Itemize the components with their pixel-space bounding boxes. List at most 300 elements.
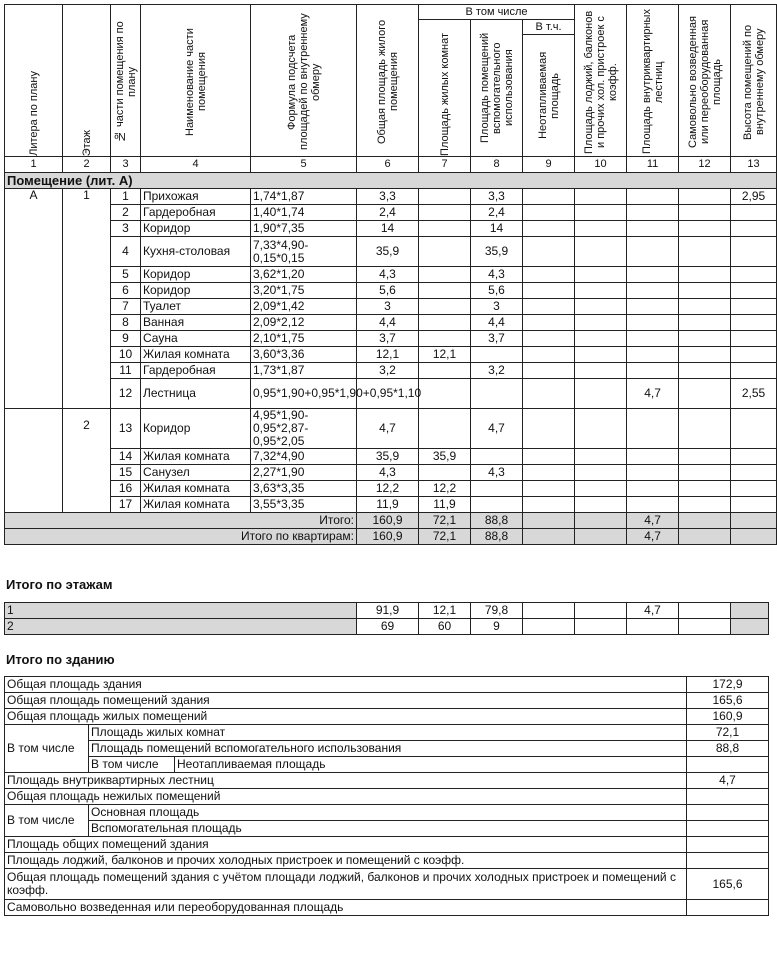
stairs-area bbox=[627, 267, 679, 283]
part-number: 14 bbox=[111, 449, 141, 465]
loggia-area bbox=[575, 347, 627, 363]
unheated-area bbox=[523, 189, 575, 205]
formula: 3,60*3,36 bbox=[251, 347, 357, 363]
table-row bbox=[5, 283, 777, 299]
section-title: Помещение (лит. А) bbox=[5, 173, 777, 189]
column-numbers-row bbox=[5, 157, 777, 173]
living-area: 35,9 bbox=[419, 449, 471, 465]
header-formula: Формула подсчета площадей по внутреннему обмеру bbox=[251, 5, 357, 157]
total-area: 14 bbox=[357, 221, 419, 237]
bld-living-value: 160,9 bbox=[687, 709, 769, 725]
stairs-area bbox=[627, 331, 679, 347]
aux-area bbox=[471, 379, 523, 409]
bld-total-value: 172,9 bbox=[687, 677, 769, 693]
unheated-area bbox=[523, 331, 575, 347]
room-height bbox=[731, 283, 777, 299]
loggia-area bbox=[575, 315, 627, 331]
column-number: 9 bbox=[523, 157, 575, 173]
bld-incl3-label: В том числе bbox=[5, 805, 89, 837]
living-area bbox=[419, 205, 471, 221]
part-name: Коридор bbox=[141, 409, 251, 449]
column-number: 10 bbox=[575, 157, 627, 173]
part-number: 6 bbox=[111, 283, 141, 299]
total-area: 35,9 bbox=[357, 449, 419, 465]
aux-area: 3,7 bbox=[471, 331, 523, 347]
room-height bbox=[731, 465, 777, 481]
stairs-area bbox=[627, 299, 679, 315]
aux-area: 3,2 bbox=[471, 363, 523, 379]
table-row bbox=[5, 267, 777, 283]
itogo-kv-live: 72,1 bbox=[419, 529, 471, 545]
part-name: Гардеробная bbox=[141, 363, 251, 379]
part-name: Жилая комната bbox=[141, 449, 251, 465]
header-living-rooms: Площадь жилых комнат bbox=[419, 20, 471, 157]
bld-stairs-label: Площадь внутриквартирных лестниц bbox=[5, 773, 687, 789]
floor-loggia bbox=[575, 619, 627, 635]
unauthorized-area bbox=[679, 347, 731, 363]
unheated-area bbox=[523, 465, 575, 481]
header-row bbox=[5, 5, 777, 20]
table-row bbox=[5, 205, 777, 221]
stairs-area bbox=[627, 221, 679, 237]
header-unheated: Неотапливаемая площадь bbox=[523, 35, 575, 157]
aux-area: 4,3 bbox=[471, 267, 523, 283]
floor-cell: 2 bbox=[63, 409, 111, 513]
floor-cell: 1 bbox=[63, 189, 111, 409]
loggia-area bbox=[575, 237, 627, 267]
rooms-table bbox=[4, 4, 777, 545]
total-area: 4,4 bbox=[357, 315, 419, 331]
floor-unauthorized bbox=[679, 619, 731, 635]
bld-rooms-value: 165,6 bbox=[687, 693, 769, 709]
living-area bbox=[419, 465, 471, 481]
table-row bbox=[5, 331, 777, 347]
room-height: 2,55 bbox=[731, 379, 777, 409]
part-name: Жилая комната bbox=[141, 481, 251, 497]
living-area bbox=[419, 379, 471, 409]
itogo-kv-label: Итого по квартирам: bbox=[5, 529, 357, 545]
formula: 2,27*1,90 bbox=[251, 465, 357, 481]
part-number: 10 bbox=[111, 347, 141, 363]
itogo-stairs: 4,7 bbox=[627, 513, 679, 529]
floor-number: 1 bbox=[5, 603, 357, 619]
header-aux-rooms: Площадь помещений вспомогательного использования bbox=[471, 20, 523, 157]
formula: 2,09*1,42 bbox=[251, 299, 357, 315]
section-row bbox=[5, 173, 777, 189]
part-name: Жилая комната bbox=[141, 497, 251, 513]
part-number: 13 bbox=[111, 409, 141, 449]
stairs-area bbox=[627, 481, 679, 497]
part-number: 5 bbox=[111, 267, 141, 283]
bld-nonliving-value bbox=[687, 789, 769, 805]
room-height: 2,95 bbox=[731, 189, 777, 205]
table-row bbox=[5, 315, 777, 331]
column-number: 12 bbox=[679, 157, 731, 173]
stairs-area bbox=[627, 465, 679, 481]
table-row bbox=[5, 449, 777, 465]
formula: 3,63*3,35 bbox=[251, 481, 357, 497]
stairs-area bbox=[627, 283, 679, 299]
floor-aux: 9 bbox=[471, 619, 523, 635]
room-height bbox=[731, 299, 777, 315]
unheated-area bbox=[523, 363, 575, 379]
table-row bbox=[5, 465, 777, 481]
aux-area: 4,7 bbox=[471, 409, 523, 449]
living-area bbox=[419, 409, 471, 449]
itogo-kv-stairs: 4,7 bbox=[627, 529, 679, 545]
unheated-area bbox=[523, 409, 575, 449]
unauthorized-area bbox=[679, 315, 731, 331]
loggia-area bbox=[575, 299, 627, 315]
unauthorized-area bbox=[679, 221, 731, 237]
bld-main-label: Основная площадь bbox=[89, 805, 687, 821]
total-area: 12,2 bbox=[357, 481, 419, 497]
part-name: Туалет bbox=[141, 299, 251, 315]
living-area bbox=[419, 267, 471, 283]
aux-area: 3 bbox=[471, 299, 523, 315]
bld-main-value bbox=[687, 805, 769, 821]
living-area bbox=[419, 237, 471, 267]
loggia-area bbox=[575, 363, 627, 379]
bld-incl2-label: В том числе bbox=[89, 757, 175, 773]
living-area: 11,9 bbox=[419, 497, 471, 513]
table-row bbox=[5, 299, 777, 315]
room-height bbox=[731, 481, 777, 497]
bld-unauth-value bbox=[687, 900, 769, 916]
unauthorized-area bbox=[679, 299, 731, 315]
header-unauthorized: Самовольно возведенная или переоборудованная площадь bbox=[679, 5, 731, 157]
unheated-area bbox=[523, 283, 575, 299]
bld-liv-rooms-label: Площадь жилых комнат bbox=[89, 725, 687, 741]
formula: 1,74*1,87 bbox=[251, 189, 357, 205]
part-number: 9 bbox=[111, 331, 141, 347]
bld-auxarea-label: Вспомогательная площадь bbox=[89, 821, 687, 837]
formula: 3,20*1,75 bbox=[251, 283, 357, 299]
part-name: Кухня-столовая bbox=[141, 237, 251, 267]
stairs-area bbox=[627, 189, 679, 205]
floor-row bbox=[5, 619, 769, 635]
loggia-area bbox=[575, 465, 627, 481]
part-number: 1 bbox=[111, 189, 141, 205]
total-area: 2,4 bbox=[357, 205, 419, 221]
part-number: 4 bbox=[111, 237, 141, 267]
floor-unheated bbox=[523, 619, 575, 635]
living-area: 12,1 bbox=[419, 347, 471, 363]
aux-area: 35,9 bbox=[471, 237, 523, 267]
floor-height bbox=[731, 619, 769, 635]
aux-area: 3,3 bbox=[471, 189, 523, 205]
formula: 2,10*1,75 bbox=[251, 331, 357, 347]
column-number: 11 bbox=[627, 157, 679, 173]
living-area: 12,2 bbox=[419, 481, 471, 497]
itogo-kv-aux: 88,8 bbox=[471, 529, 523, 545]
header-loggias: Площадь лоджий, балконов и прочих хол. пристроек с коэфф. bbox=[575, 5, 627, 157]
column-number: 4 bbox=[141, 157, 251, 173]
header-stairs: Площадь внутриквартирных лестниц bbox=[627, 5, 679, 157]
bld-common-label: Площадь общих помещений здания bbox=[5, 837, 687, 853]
part-name: Гардеробная bbox=[141, 205, 251, 221]
itogo-row bbox=[5, 513, 777, 529]
floor-total: 91,9 bbox=[357, 603, 419, 619]
unheated-area bbox=[523, 315, 575, 331]
room-height bbox=[731, 315, 777, 331]
formula: 1,73*1,87 bbox=[251, 363, 357, 379]
floors-table bbox=[4, 602, 769, 635]
floor-height bbox=[731, 603, 769, 619]
building-title: Итого по зданию bbox=[6, 652, 115, 667]
part-number: 17 bbox=[111, 497, 141, 513]
column-number: 6 bbox=[357, 157, 419, 173]
building-table bbox=[4, 676, 769, 916]
room-height bbox=[731, 497, 777, 513]
bld-living-label: Общая площадь жилых помещений bbox=[5, 709, 687, 725]
unauthorized-area bbox=[679, 449, 731, 465]
loggia-area bbox=[575, 189, 627, 205]
floor-stairs: 4,7 bbox=[627, 603, 679, 619]
unauthorized-area bbox=[679, 363, 731, 379]
itogo-live: 72,1 bbox=[419, 513, 471, 529]
living-area bbox=[419, 363, 471, 379]
bld-incl-label: В том числе bbox=[5, 725, 89, 773]
aux-area: 4,4 bbox=[471, 315, 523, 331]
total-area: 4,3 bbox=[357, 465, 419, 481]
bld-common-value bbox=[687, 837, 769, 853]
loggia-area bbox=[575, 283, 627, 299]
litera-cell: А bbox=[5, 189, 63, 409]
formula: 1,90*7,35 bbox=[251, 221, 357, 237]
unauthorized-area bbox=[679, 497, 731, 513]
column-number: 13 bbox=[731, 157, 777, 173]
floor-total: 69 bbox=[357, 619, 419, 635]
loggia-area bbox=[575, 331, 627, 347]
room-height bbox=[731, 267, 777, 283]
floor-unheated bbox=[523, 603, 575, 619]
floor-living: 60 bbox=[419, 619, 471, 635]
formula: 7,33*4,90-0,15*0,15 bbox=[251, 237, 357, 267]
unauthorized-area bbox=[679, 237, 731, 267]
total-area: 3,2 bbox=[357, 363, 419, 379]
bld-unauth-label: Самовольно возведенная или переоборудованная площадь bbox=[5, 900, 687, 916]
table-row bbox=[5, 237, 777, 267]
stairs-area: 4,7 bbox=[627, 379, 679, 409]
stairs-area bbox=[627, 205, 679, 221]
total-area: 3,3 bbox=[357, 189, 419, 205]
unheated-area bbox=[523, 449, 575, 465]
floor-living: 12,1 bbox=[419, 603, 471, 619]
formula: 3,55*3,35 bbox=[251, 497, 357, 513]
unauthorized-area bbox=[679, 283, 731, 299]
unheated-area bbox=[523, 299, 575, 315]
formula: 2,09*2,12 bbox=[251, 315, 357, 331]
unauthorized-area bbox=[679, 409, 731, 449]
aux-area bbox=[471, 481, 523, 497]
floor-number: 2 bbox=[5, 619, 357, 635]
column-number: 7 bbox=[419, 157, 471, 173]
part-name: Коридор bbox=[141, 267, 251, 283]
room-height bbox=[731, 221, 777, 237]
bld-loggias-label: Площадь лоджий, балконов и прочих холодных пристроек и помещений с коэфф. bbox=[5, 853, 687, 869]
aux-area: 4,3 bbox=[471, 465, 523, 481]
table-row bbox=[5, 409, 777, 449]
formula: 3,62*1,20 bbox=[251, 267, 357, 283]
header-part-name: Наименование части помещения bbox=[141, 5, 251, 157]
loggia-area bbox=[575, 497, 627, 513]
part-number: 8 bbox=[111, 315, 141, 331]
loggia-area bbox=[575, 379, 627, 409]
column-number: 8 bbox=[471, 157, 523, 173]
aux-area bbox=[471, 497, 523, 513]
table-row bbox=[5, 189, 777, 205]
stairs-area bbox=[627, 497, 679, 513]
bld-total-label: Общая площадь здания bbox=[5, 677, 687, 693]
unauthorized-area bbox=[679, 205, 731, 221]
part-number: 16 bbox=[111, 481, 141, 497]
unauthorized-area bbox=[679, 465, 731, 481]
aux-area: 2,4 bbox=[471, 205, 523, 221]
total-area: 4,7 bbox=[357, 409, 419, 449]
aux-area bbox=[471, 449, 523, 465]
part-number: 2 bbox=[111, 205, 141, 221]
formula: 7,32*4,90 bbox=[251, 449, 357, 465]
bld-withloggias-label: Общая площадь помещений здания с учётом площади лоджий, балконов и прочих холодных пристроек и помещений с коэфф. bbox=[5, 869, 687, 900]
part-name: Жилая комната bbox=[141, 347, 251, 363]
itogo-kv-row bbox=[5, 529, 777, 545]
unheated-area bbox=[523, 221, 575, 237]
part-number: 11 bbox=[111, 363, 141, 379]
bld-stairs-value: 4,7 bbox=[687, 773, 769, 789]
unauthorized-area bbox=[679, 189, 731, 205]
part-name: Санузел bbox=[141, 465, 251, 481]
part-name: Ванная bbox=[141, 315, 251, 331]
living-area bbox=[419, 331, 471, 347]
aux-area: 5,6 bbox=[471, 283, 523, 299]
bld-aux-label: Площадь помещений вспомогательного использования bbox=[89, 741, 687, 757]
table-row bbox=[5, 379, 777, 409]
header-floor: Этаж bbox=[63, 5, 111, 157]
unheated-area bbox=[523, 347, 575, 363]
living-area bbox=[419, 189, 471, 205]
column-number: 2 bbox=[63, 157, 111, 173]
loggia-area bbox=[575, 481, 627, 497]
loggia-area bbox=[575, 409, 627, 449]
bld-rooms-label: Общая площадь помещений здания bbox=[5, 693, 687, 709]
stairs-area bbox=[627, 409, 679, 449]
header-including: В том числе bbox=[419, 5, 575, 20]
bld-withloggias-value: 165,6 bbox=[687, 869, 769, 900]
litera-cell-empty bbox=[5, 409, 63, 513]
table-row bbox=[5, 497, 777, 513]
column-number: 3 bbox=[111, 157, 141, 173]
part-number: 12 bbox=[111, 379, 141, 409]
unheated-area bbox=[523, 205, 575, 221]
living-area bbox=[419, 299, 471, 315]
stairs-area bbox=[627, 347, 679, 363]
unauthorized-area bbox=[679, 481, 731, 497]
floor-loggia bbox=[575, 603, 627, 619]
formula: 4,95*1,90-0,95*2,87-0,95*2,05 bbox=[251, 409, 357, 449]
column-number: 5 bbox=[251, 157, 357, 173]
loggia-area bbox=[575, 449, 627, 465]
bld-unheated-label: Неотапливаемая площадь bbox=[175, 757, 687, 773]
stairs-area bbox=[627, 449, 679, 465]
table-row bbox=[5, 347, 777, 363]
part-name: Сауна bbox=[141, 331, 251, 347]
floor-stairs bbox=[627, 619, 679, 635]
unheated-area bbox=[523, 497, 575, 513]
loggia-area bbox=[575, 205, 627, 221]
header-part-number: № части помещения по плану bbox=[111, 5, 141, 157]
loggia-area bbox=[575, 267, 627, 283]
unheated-area bbox=[523, 379, 575, 409]
part-name: Лестница bbox=[141, 379, 251, 409]
unheated-area bbox=[523, 237, 575, 267]
part-number: 7 bbox=[111, 299, 141, 315]
header-total-area: Общая площадь жилого помещения bbox=[357, 5, 419, 157]
living-area bbox=[419, 221, 471, 237]
room-height bbox=[731, 409, 777, 449]
living-area bbox=[419, 283, 471, 299]
itogo-kv-total: 160,9 bbox=[357, 529, 419, 545]
stairs-area bbox=[627, 363, 679, 379]
floor-unauthorized bbox=[679, 603, 731, 619]
room-height bbox=[731, 347, 777, 363]
part-name: Коридор bbox=[141, 283, 251, 299]
room-height bbox=[731, 331, 777, 347]
room-height bbox=[731, 449, 777, 465]
total-area: 5,6 bbox=[357, 283, 419, 299]
table-row bbox=[5, 363, 777, 379]
room-height bbox=[731, 363, 777, 379]
table-row bbox=[5, 221, 777, 237]
floors-title: Итого по этажам bbox=[6, 577, 113, 592]
stairs-area bbox=[627, 237, 679, 267]
unauthorized-area bbox=[679, 331, 731, 347]
bld-auxarea-value bbox=[687, 821, 769, 837]
header-litera: Литера по плану bbox=[5, 5, 63, 157]
part-number: 3 bbox=[111, 221, 141, 237]
part-name: Коридор bbox=[141, 221, 251, 237]
bld-unheated-value bbox=[687, 757, 769, 773]
room-height bbox=[731, 205, 777, 221]
part-name: Прихожая bbox=[141, 189, 251, 205]
floor-row bbox=[5, 603, 769, 619]
bld-nonliving-label: Общая площадь нежилых помещений bbox=[5, 789, 687, 805]
total-area: 35,9 bbox=[357, 237, 419, 267]
formula: 1,40*1,74 bbox=[251, 205, 357, 221]
header-vtch: В т.ч. bbox=[523, 20, 575, 35]
itogo-aux: 88,8 bbox=[471, 513, 523, 529]
stairs-area bbox=[627, 315, 679, 331]
unheated-area bbox=[523, 481, 575, 497]
total-area: 3,7 bbox=[357, 331, 419, 347]
total-area: 12,1 bbox=[357, 347, 419, 363]
itogo-label: Итого: bbox=[5, 513, 357, 529]
total-area: 11,9 bbox=[357, 497, 419, 513]
column-number: 1 bbox=[5, 157, 63, 173]
floor-aux: 79,8 bbox=[471, 603, 523, 619]
bld-loggias-value bbox=[687, 853, 769, 869]
unauthorized-area bbox=[679, 379, 731, 409]
header-height: Высота помещений по внутреннему обмеру bbox=[731, 5, 777, 157]
formula: 0,95*1,90+0,95*1,90+0,95*1,10 bbox=[251, 379, 357, 409]
table-row bbox=[5, 481, 777, 497]
unauthorized-area bbox=[679, 267, 731, 283]
bld-liv-rooms-value: 72,1 bbox=[687, 725, 769, 741]
living-area bbox=[419, 315, 471, 331]
aux-area: 14 bbox=[471, 221, 523, 237]
part-number: 15 bbox=[111, 465, 141, 481]
itogo-total: 160,9 bbox=[357, 513, 419, 529]
